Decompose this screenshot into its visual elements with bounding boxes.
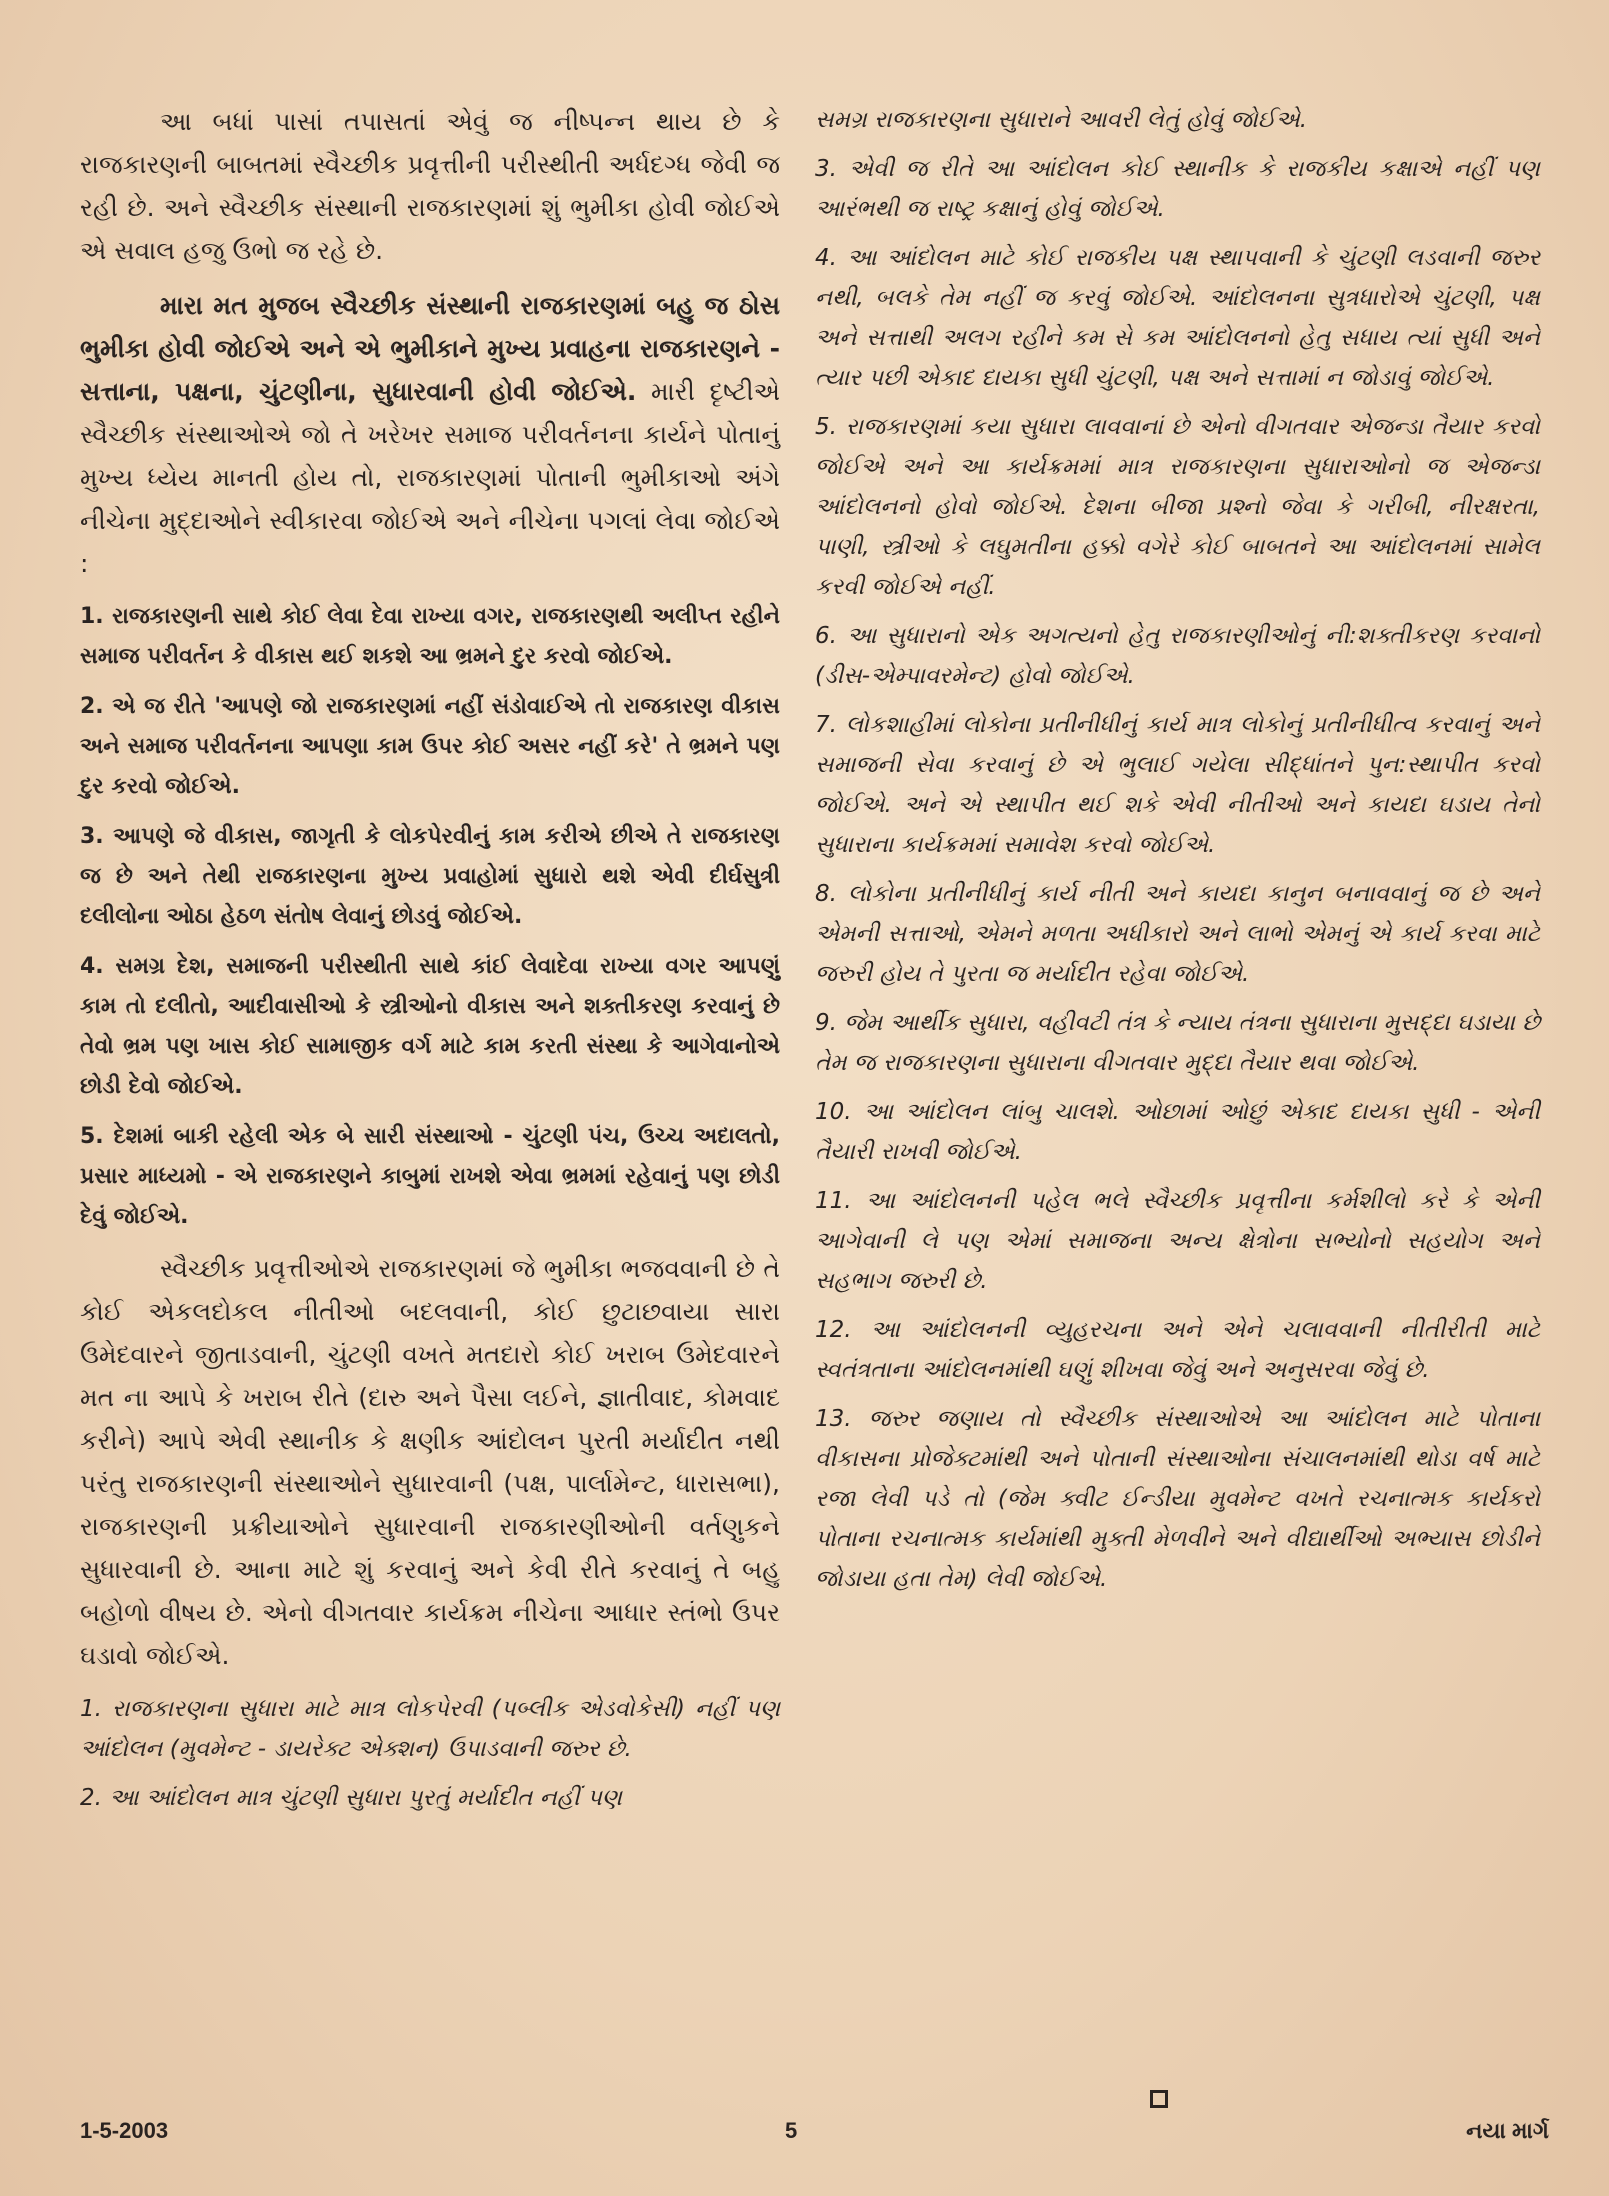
- program-item: 10. આ આંદોલન લાંબુ ચાલશે. ઓછામાં ઓછું એકાદ દાયકા સુધી - એની તૈયારી રાખવી જોઈએ.: [815, 1099, 1540, 1165]
- program-item: 6. આ સુધારાનો એક અગત્યનો હેતુ રાજકારણીઓનું ની:શક્તીકરણ કરવાનો (ડીસ-એમ્પાવરમેન્ટ) હોવો જોઈએ.: [815, 623, 1540, 689]
- end-of-article-square-icon: [1150, 2090, 1168, 2108]
- point-item: 1. રાજકારણની સાથે કોઈ લેવા દેવા રાખ્યા વગર, રાજકારણથી અલીપ્ત રહીને સમાજ પરીવર્તન કે વીકાસ થઈ શકશે આ ભ્રમને દુર કરવો જોઈએ.: [80, 604, 780, 669]
- point-item: 3. આપણે જે વીકાસ, જાગૃતી કે લોકપેરવીનું કામ કરીએ છીએ તે રાજકારણ જ છે અને તેથી રાજકારણના મુખ્ય પ્રવાહોમાં સુધારો થશે એવી દીર્ઘસુત્રી દલીલોના ઓઠા હેઠળ સંતોષ લેવાનું છોડવું જોઈએ.: [80, 824, 780, 929]
- program-item: 9. જેમ આર્થીક સુધારા, વહીવટી તંત્ર કે ન્યાય તંત્રના સુધારાના મુસદ્દા ઘડાયા છે તેમ જ રાજકારણના સુધારાના વીગતવાર મુદ્દા તૈયાર થવા જોઈએ.: [815, 1010, 1540, 1076]
- program-item: 1. રાજકારણના સુધારા માટે માત્ર લોકપેરવી (પબ્લીક એડવોકેસી) નહીં પણ આંદોલન (મુવમેન્ટ - ડાયરેક્ટ એક્શન) ઉપાડવાની જરુર છે.: [80, 1696, 780, 1762]
- program-item: 8. લોકોના પ્રતીનીધીનું કાર્ય નીતી અને કાયદા કાનુન બનાવવાનું જ છે અને એમની સત્તાઓ, એમને મળતા અધીકારો અને લાભો એમનું એ કાર્ય કરવા માટે જરુરી હોય તે પુરતા જ મર્યાદીત રહેવા જોઈએ.: [815, 881, 1540, 987]
- program-item: સમગ્ર રાજકારણના સુધારાને આવરી લેતું હોવું જોઈએ.: [815, 107, 1308, 133]
- program-item: 2. આ આંદોલન માત્ર ચુંટણી સુધારા પુરતું મર્યાદીત નહીં પણ: [80, 1785, 622, 1811]
- opinion-paragraph: [80, 284, 780, 585]
- program-item: 7. લોકશાહીમાં લોકોના પ્રતીનીધીનું કાર્ય માત્ર લોકોનું પ્રતીનીધીત્વ કરવાનું અને સમાજની સેવા કરવાનું છે એ ભુલાઈ ગયેલા સીદ્ધાંતને પુન:સ્થાપીત કરવો જોઈએ. અને એ સ્થાપીત થઈ શકે એવી નીતીઓ અને કાયદા ઘડાય તેનો સુધારાના કાર્યક્રમમાં સમાવેશ કરવો જોઈએ.: [815, 712, 1540, 858]
- role-paragraph: સ્વૈચ્છીક પ્રવૃત્તીઓએ રાજકારણમાં જે ભુમીકા ભજવવાની છે તે કોઈ એકલદોકલ નીતીઓ બદલવાની, કોઈ છુટાછવાયા સારા ઉમેદવારને જીતાડવાની, ચુંટણી વખતે મતદારો કોઈ ખરાબ ઉમેદવારને મત ના આપે કે ખરાબ રીતે (દારુ અને પૈસા લઈને, જ્ઞાતીવાદ, કોમવાદ કરીને) આપે એવી સ્થાનીક કે ક્ષણીક આંદોલન પુરતી મર્યાદીત નથી પરંતુ રાજકારણની સંસ્થાઓને સુધારવાની (પક્ષ, પાર્લામેન્ટ, ધારાસભા), રાજકારણની પ્રક્રીયાઓને સુધારવાની રાજકારણીઓની વર્તણુકને સુધારવાની છે. આના માટે શું કરવાનું અને કેવી રીતે કરવાનું તે બહુ બહોળો વીષય છે. એનો વીગતવાર કાર્યક્રમ નીચેના આધાર સ્તંભો ઉપર ઘડાવો જોઈએ.: [80, 1254, 780, 1670]
- magazine-name: નયા માર્ગ: [1466, 2118, 1549, 2143]
- program-item: 11. આ આંદોલનની પહેલ ભલે સ્વૈચ્છીક પ્રવૃત્તીના કર્મશીલો કરે કે એની આગેવાની લે પણ એમાં સમાજના અન્ય ક્ષેત્રોના સભ્યોનો સહયોગ અને સહભાગ જરુરી છે.: [815, 1188, 1540, 1294]
- point-item: 2. એ જ રીતે 'આપણે જો રાજકારણમાં નહીં સંડોવાઈએ તો રાજકારણ વીકાસ અને સમાજ પરીવર્તનના આપણા કામ ઉપર કોઈ અસર નહીં કરે' તે ભ્રમને પણ દુર કરવો જોઈએ.: [80, 694, 780, 799]
- opinion-bold-text: મારા મત મુજબ સ્વૈચ્છીક સંસ્થાની રાજકારણમાં બહુ જ ઠોસ ભુમીકા હોવી જોઈએ અને એ ભુમીકાને મુખ્ય પ્રવાહના રાજકારણને - સત્તાના, પક્ષના, ચુંટણીના, સુધારવાની હોવી જોઈએ.: [80, 291, 780, 406]
- point-item: 4. સમગ્ર દેશ, સમાજની પરીસ્થીતી સાથે કાંઈ લેવાદેવા રાખ્યા વગર આપણું કામ તો દલીતો, આદીવાસીઓ કે સ્ત્રીઓનો વીકાસ અને શક્તીકરણ કરવાનું છે તેવો ભ્રમ પણ ખાસ કોઈ સામાજીક વર્ગ માટે કામ કરતી સંસ્થા કે આગેવાનોએ છોડી દેવો જોઈએ.: [80, 954, 780, 1099]
- issue-date: 1-5-2003: [80, 2118, 169, 2143]
- program-item: 12. આ આંદોલનની વ્યુહરચના અને એને ચલાવવાની નીતીરીતી માટે સ્વતંત્રતાના આંદોલનમાંથી ઘણું શીખવા જેવું અને અનુસરવા જેવું છે.: [815, 1317, 1540, 1383]
- point-item: 5. દેશમાં બાકી રહેલી એક બે સારી સંસ્થાઓ - ચુંટણી પંચ, ઉચ્ચ અદાલતો, પ્રસાર માધ્યમો - એ રાજકારણને કાબુમાં રાખશે એવા ભ્રમમાં રહેવાનું પણ છોડી દેવું જોઈએ.: [80, 1124, 780, 1229]
- program-item: 4. આ આંદોલન માટે કોઈ રાજકીય પક્ષ સ્થાપવાની કે ચુંટણી લડવાની જરુર નથી, બલકે તેમ નહીં જ કરવું જોઈએ. આંદોલનના સુત્રધારોએ ચુંટણી, પક્ષ અને સત્તાથી અલગ રહીને કમ સે કમ આંદોલનનો હેતુ સધાય ત્યાં સુધી અને ત્યાર પછી એકાદ દાયકા સુધી ચુંટણી, પક્ષ અને સત્તામાં ન જોડાવું જોઈએ.: [815, 245, 1540, 391]
- page-number: 5: [785, 2118, 798, 2143]
- opinion-rest-text: મારી દૃષ્ટીએ સ્વૈચ્છીક સંસ્થાઓએ જો તે ખરેખર સમાજ પરીવર્તનના કાર્યને પોતાનું મુખ્ય ધ્યેય માનતી હોય તો, રાજકારણમાં પોતાની ભુમીકાઓ અંગે નીચેના મુદ્દાઓને સ્વીકારવા જોઈએ અને નીચેના પગલાં લેવા જોઈએ :: [80, 377, 780, 578]
- program-item: 5. રાજકારણમાં કયા સુધારા લાવવાનાં છે એનો વીગતવાર એજન્ડા તૈયાર કરવો જોઈએ અને આ કાર્યક્રમમાં માત્ર રાજકારણના સુધારાઓનો જ એજન્ડા આંદોલનનો હોવો જોઈએ. દેશના બીજા પ્રશ્નો જેવા કે ગરીબી, નીરક્ષરતા, પાણી, સ્ત્રીઓ કે લઘુમતીના હક્કો વગેરે કોઈ બાબતને આ આંદોલનમાં સામેલ કરવી જોઈએ નહીં.: [815, 414, 1540, 600]
- right-column: [815, 100, 1540, 1608]
- intro-paragraph: આ બધાં પાસાં તપાસતાં એવું જ નીષ્પન્ન થાય છે કે રાજકારણની બાબતમાં સ્વૈચ્છીક પ્રવૃત્તીની પરીસ્થીતી અર્ધદગ્ધ જેવી જ રહી છે. અને સ્વૈચ્છીક સંસ્થાની રાજકારણમાં શું ભુમીકા હોવી જોઈએ એ સવાલ હજુ ઉભો જ રહે છે.: [80, 107, 780, 265]
- left-column: [80, 100, 780, 1827]
- program-item: 13. જરુર જણાય તો સ્વૈચ્છીક સંસ્થાઓએ આ આંદોલન માટે પોતાના વીકાસના પ્રોજેક્ટમાંથી અને પોતાની સંસ્થાઓના સંચાલનમાંથી થોડા વર્ષ માટે રજા લેવી પડે તો (જેમ ક્વીટ ઈન્ડીયા મુવમેન્ટ વખતે રચનાત્મક કાર્યકરો પોતાના રચનાત્મક કાર્યમાંથી મુક્તી મેળવીને અને વીદ્યાર્થીઓ અભ્યાસ છોડીને જોડાયા હતા તેમ) લેવી જોઈએ.: [815, 1406, 1540, 1592]
- program-item: 3. એવી જ રીતે આ આંદોલન કોઈ સ્થાનીક કે રાજકીય કક્ષાએ નહીં પણ આરંભથી જ રાષ્ટ્ર કક્ષાનું હોવું જોઈએ.: [815, 156, 1540, 222]
